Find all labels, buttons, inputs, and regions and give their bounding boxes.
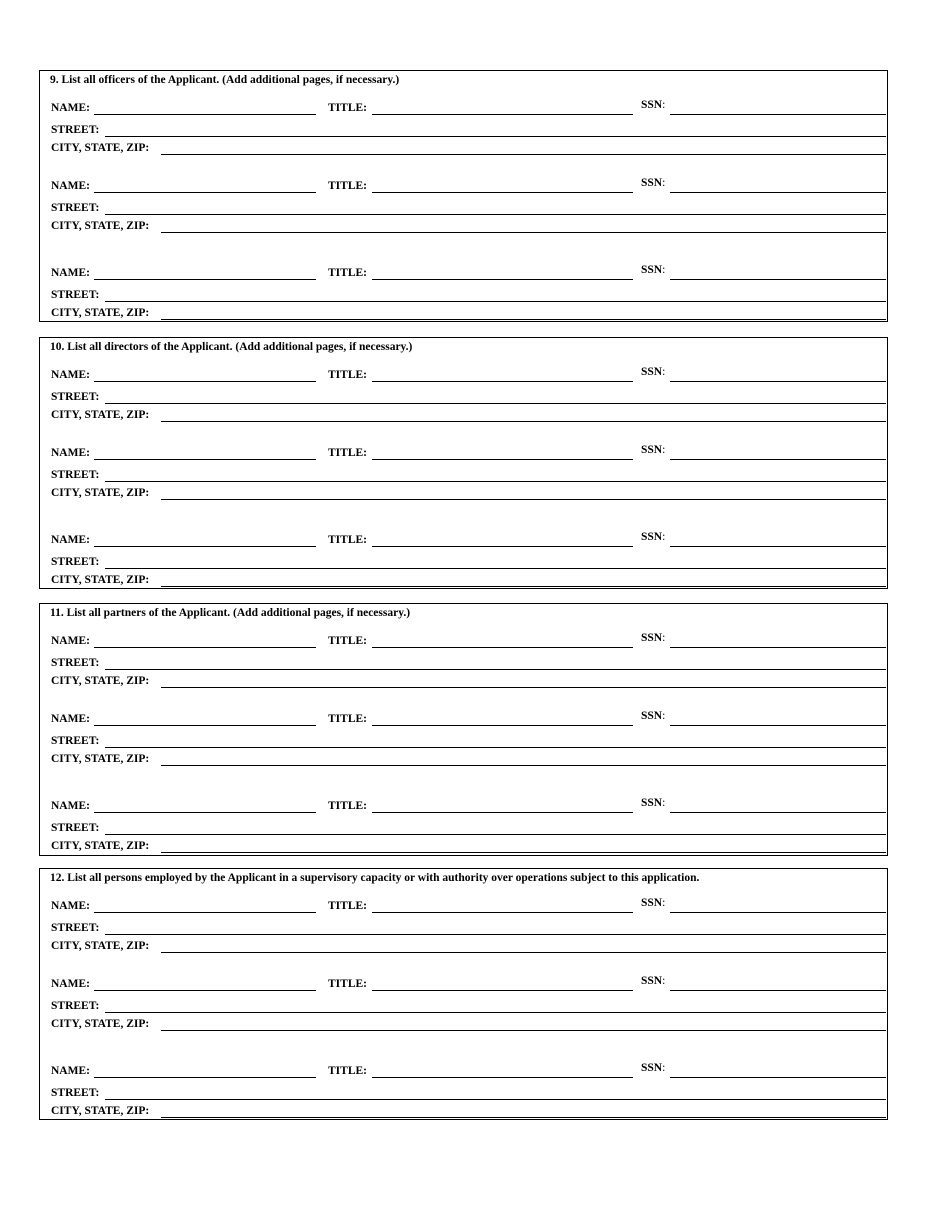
partner-section — [39, 603, 888, 856]
director-section-heading: 10. List all directors of the Applicant. (Add additional pages, if necessary.) — [50, 341, 413, 353]
partner-section-heading: 11. List all partners of the Applicant. (Add additional pages, if necessary.) — [50, 607, 411, 619]
partner-entry-3-name-row — [40, 797, 887, 815]
officer-3-ssn-field[interactable] — [670, 279, 886, 280]
city-state-zip-label: CITY, STATE, ZIP: — [51, 1105, 150, 1117]
name-label: NAME: — [51, 635, 90, 647]
name-label: NAME: — [51, 267, 90, 279]
supervisor-entry-1-city-row — [40, 937, 887, 955]
partner-1-title-field[interactable] — [372, 647, 633, 648]
city-state-zip-label: CITY, STATE, ZIP: — [51, 307, 150, 319]
street-label: STREET: — [51, 657, 100, 669]
partner-3-street-field[interactable] — [105, 834, 886, 835]
city-state-zip-label: CITY, STATE, ZIP: — [51, 753, 150, 765]
director-entry-1-name-row — [40, 366, 887, 384]
partner-entry-2-street-row — [40, 732, 887, 750]
supervisor-1-ssn-field[interactable] — [670, 912, 886, 913]
ssn-label-text: SSN — [641, 1062, 663, 1074]
director-2-street-field[interactable] — [105, 481, 886, 482]
ssn-label-text: SSN — [641, 444, 663, 456]
city-state-zip-label: CITY, STATE, ZIP: — [51, 409, 150, 421]
title-label: TITLE: — [328, 180, 367, 192]
officer-3-name-field[interactable] — [94, 279, 316, 280]
ssn-label-text: SSN — [641, 531, 663, 543]
city-state-zip-label: CITY, STATE, ZIP: — [51, 940, 150, 952]
ssn-label-colon: : — [662, 99, 666, 111]
name-label: NAME: — [51, 180, 90, 192]
officer-entry-1-street-row — [40, 121, 887, 139]
title-label: TITLE: — [328, 713, 367, 725]
partner-entry-1-name-row — [40, 632, 887, 650]
partner-1-city-field[interactable] — [161, 687, 886, 688]
supervisor-entry-2-street-row — [40, 997, 887, 1015]
city-state-zip-label: CITY, STATE, ZIP: — [51, 220, 150, 232]
supervisor-2-name-field[interactable] — [94, 990, 316, 991]
officer-1-name-field[interactable] — [94, 114, 316, 115]
director-3-ssn-field[interactable] — [670, 546, 886, 547]
partner-1-street-field[interactable] — [105, 669, 886, 670]
ssn-label — [641, 264, 665, 277]
supervisor-entry-3-city-row — [40, 1102, 887, 1120]
street-label: STREET: — [51, 1000, 100, 1012]
director-entry-2-name-row — [40, 444, 887, 462]
partner-entry-1-street-row — [40, 654, 887, 672]
partner-entry-3-street-row — [40, 819, 887, 837]
title-label: TITLE: — [328, 102, 367, 114]
city-state-zip-label: CITY, STATE, ZIP: — [51, 1018, 150, 1030]
ssn-label-text: SSN — [641, 99, 663, 111]
partner-1-name-field[interactable] — [94, 647, 316, 648]
director-entry-3-city-row — [40, 571, 887, 589]
officer-3-city-field[interactable] — [161, 319, 886, 320]
supervisor-2-ssn-field[interactable] — [670, 990, 886, 991]
title-label: TITLE: — [328, 369, 367, 381]
ssn-label — [641, 531, 665, 544]
ssn-label-text: SSN — [641, 264, 663, 276]
supervisor-section — [39, 868, 888, 1120]
supervisor-entry-2-name-row — [40, 975, 887, 993]
partner-2-city-field[interactable] — [161, 765, 886, 766]
ssn-label — [641, 366, 665, 379]
street-label: STREET: — [51, 822, 100, 834]
name-label: NAME: — [51, 800, 90, 812]
ssn-label — [641, 177, 665, 190]
supervisor-section-heading: 12. List all persons employed by the Applicant in a supervisory capacity or with authority over operations subject to this application. — [50, 872, 700, 884]
name-label: NAME: — [51, 900, 90, 912]
supervisor-entry-3-name-row — [40, 1062, 887, 1080]
partner-1-ssn-field[interactable] — [670, 647, 886, 648]
ssn-label-text: SSN — [641, 177, 663, 189]
title-label: TITLE: — [328, 978, 367, 990]
city-state-zip-label: CITY, STATE, ZIP: — [51, 487, 150, 499]
ssn-label — [641, 99, 665, 112]
officer-3-street-field[interactable] — [105, 301, 886, 302]
director-entry-3-name-row — [40, 531, 887, 549]
director-2-city-field[interactable] — [161, 499, 886, 500]
city-state-zip-label: CITY, STATE, ZIP: — [51, 574, 150, 586]
street-label: STREET: — [51, 1087, 100, 1099]
ssn-label-colon: : — [662, 264, 666, 276]
officer-entry-2-street-row — [40, 199, 887, 217]
partner-3-city-field[interactable] — [161, 852, 886, 853]
officer-1-city-field[interactable] — [161, 154, 886, 155]
ssn-label — [641, 797, 665, 810]
street-label: STREET: — [51, 922, 100, 934]
director-3-street-field[interactable] — [105, 568, 886, 569]
street-label: STREET: — [51, 469, 100, 481]
ssn-label — [641, 1062, 665, 1075]
supervisor-3-title-field[interactable] — [372, 1077, 633, 1078]
supervisor-1-name-field[interactable] — [94, 912, 316, 913]
director-1-title-field[interactable] — [372, 381, 633, 382]
ssn-label-colon: : — [662, 975, 666, 987]
name-label: NAME: — [51, 447, 90, 459]
director-entry-3-street-row — [40, 553, 887, 571]
director-1-city-field[interactable] — [161, 421, 886, 422]
officer-entry-1-city-row — [40, 139, 887, 157]
partner-2-ssn-field[interactable] — [670, 725, 886, 726]
title-label: TITLE: — [328, 1065, 367, 1077]
name-label: NAME: — [51, 978, 90, 990]
supervisor-3-city-field[interactable] — [161, 1117, 886, 1118]
ssn-label-colon: : — [662, 710, 666, 722]
street-label: STREET: — [51, 124, 100, 136]
ssn-label-text: SSN — [641, 366, 663, 378]
title-label: TITLE: — [328, 447, 367, 459]
director-3-city-field[interactable] — [161, 586, 886, 587]
ssn-label-colon: : — [662, 366, 666, 378]
partner-2-name-field[interactable] — [94, 725, 316, 726]
director-entry-2-city-row — [40, 484, 887, 502]
ssn-label — [641, 632, 665, 645]
supervisor-entry-2-city-row — [40, 1015, 887, 1033]
ssn-label-text: SSN — [641, 632, 663, 644]
supervisor-3-street-field[interactable] — [105, 1099, 886, 1100]
officer-section-heading: 9. List all officers of the Applicant. (Add additional pages, if necessary.) — [50, 74, 400, 86]
ssn-label-text: SSN — [641, 975, 663, 987]
officer-2-street-field[interactable] — [105, 214, 886, 215]
ssn-label-text: SSN — [641, 797, 663, 809]
officer-2-title-field[interactable] — [372, 192, 633, 193]
director-3-name-field[interactable] — [94, 546, 316, 547]
name-label: NAME: — [51, 534, 90, 546]
street-label: STREET: — [51, 556, 100, 568]
partner-entry-2-city-row — [40, 750, 887, 768]
supervisor-2-street-field[interactable] — [105, 1012, 886, 1013]
partner-3-name-field[interactable] — [94, 812, 316, 813]
ssn-label — [641, 710, 665, 723]
title-label: TITLE: — [328, 900, 367, 912]
title-label: TITLE: — [328, 800, 367, 812]
partner-2-title-field[interactable] — [372, 725, 633, 726]
officer-2-city-field[interactable] — [161, 232, 886, 233]
city-state-zip-label: CITY, STATE, ZIP: — [51, 142, 150, 154]
supervisor-2-city-field[interactable] — [161, 1030, 886, 1031]
street-label: STREET: — [51, 735, 100, 747]
officer-2-ssn-field[interactable] — [670, 192, 886, 193]
director-2-name-field[interactable] — [94, 459, 316, 460]
officer-1-title-field[interactable] — [372, 114, 633, 115]
name-label: NAME: — [51, 369, 90, 381]
director-1-name-field[interactable] — [94, 381, 316, 382]
director-2-ssn-field[interactable] — [670, 459, 886, 460]
ssn-label — [641, 444, 665, 457]
supervisor-3-name-field[interactable] — [94, 1077, 316, 1078]
supervisor-entry-3-street-row — [40, 1084, 887, 1102]
ssn-label-colon: : — [662, 444, 666, 456]
city-state-zip-label: CITY, STATE, ZIP: — [51, 840, 150, 852]
director-entry-2-street-row — [40, 466, 887, 484]
supervisor-1-title-field[interactable] — [372, 912, 633, 913]
name-label: NAME: — [51, 713, 90, 725]
supervisor-3-ssn-field[interactable] — [670, 1077, 886, 1078]
ssn-label-text: SSN — [641, 710, 663, 722]
title-label: TITLE: — [328, 534, 367, 546]
ssn-label — [641, 975, 665, 988]
title-label: TITLE: — [328, 635, 367, 647]
officer-entry-2-city-row — [40, 217, 887, 235]
supervisor-1-street-field[interactable] — [105, 934, 886, 935]
ssn-label-colon: : — [662, 531, 666, 543]
supervisor-entry-1-street-row — [40, 919, 887, 937]
officer-entry-2-name-row — [40, 177, 887, 195]
partner-2-street-field[interactable] — [105, 747, 886, 748]
street-label: STREET: — [51, 202, 100, 214]
officer-entry-1-name-row — [40, 99, 887, 117]
officer-entry-3-street-row — [40, 286, 887, 304]
name-label: NAME: — [51, 1065, 90, 1077]
director-section — [39, 337, 888, 589]
director-entry-1-street-row — [40, 388, 887, 406]
supervisor-1-city-field[interactable] — [161, 952, 886, 953]
officer-entry-3-city-row — [40, 304, 887, 322]
city-state-zip-label: CITY, STATE, ZIP: — [51, 675, 150, 687]
ssn-label-colon: : — [662, 177, 666, 189]
partner-3-title-field[interactable] — [372, 812, 633, 813]
officer-2-name-field[interactable] — [94, 192, 316, 193]
ssn-label-colon: : — [662, 797, 666, 809]
supervisor-2-title-field[interactable] — [372, 990, 633, 991]
partner-entry-1-city-row — [40, 672, 887, 690]
supervisor-entry-1-name-row — [40, 897, 887, 915]
director-entry-1-city-row — [40, 406, 887, 424]
ssn-label-colon: : — [662, 632, 666, 644]
director-3-title-field[interactable] — [372, 546, 633, 547]
ssn-label-text: SSN — [641, 897, 663, 909]
partner-3-ssn-field[interactable] — [670, 812, 886, 813]
partner-entry-2-name-row — [40, 710, 887, 728]
ssn-label — [641, 897, 665, 910]
officer-entry-3-name-row — [40, 264, 887, 282]
partner-entry-3-city-row — [40, 837, 887, 855]
officer-3-title-field[interactable] — [372, 279, 633, 280]
officer-section — [39, 70, 888, 322]
officer-1-ssn-field[interactable] — [670, 114, 886, 115]
ssn-label-colon: : — [662, 897, 666, 909]
name-label: NAME: — [51, 102, 90, 114]
director-2-title-field[interactable] — [372, 459, 633, 460]
director-1-street-field[interactable] — [105, 403, 886, 404]
street-label: STREET: — [51, 289, 100, 301]
title-label: TITLE: — [328, 267, 367, 279]
ssn-label-colon: : — [662, 1062, 666, 1074]
director-1-ssn-field[interactable] — [670, 381, 886, 382]
street-label: STREET: — [51, 391, 100, 403]
officer-1-street-field[interactable] — [105, 136, 886, 137]
